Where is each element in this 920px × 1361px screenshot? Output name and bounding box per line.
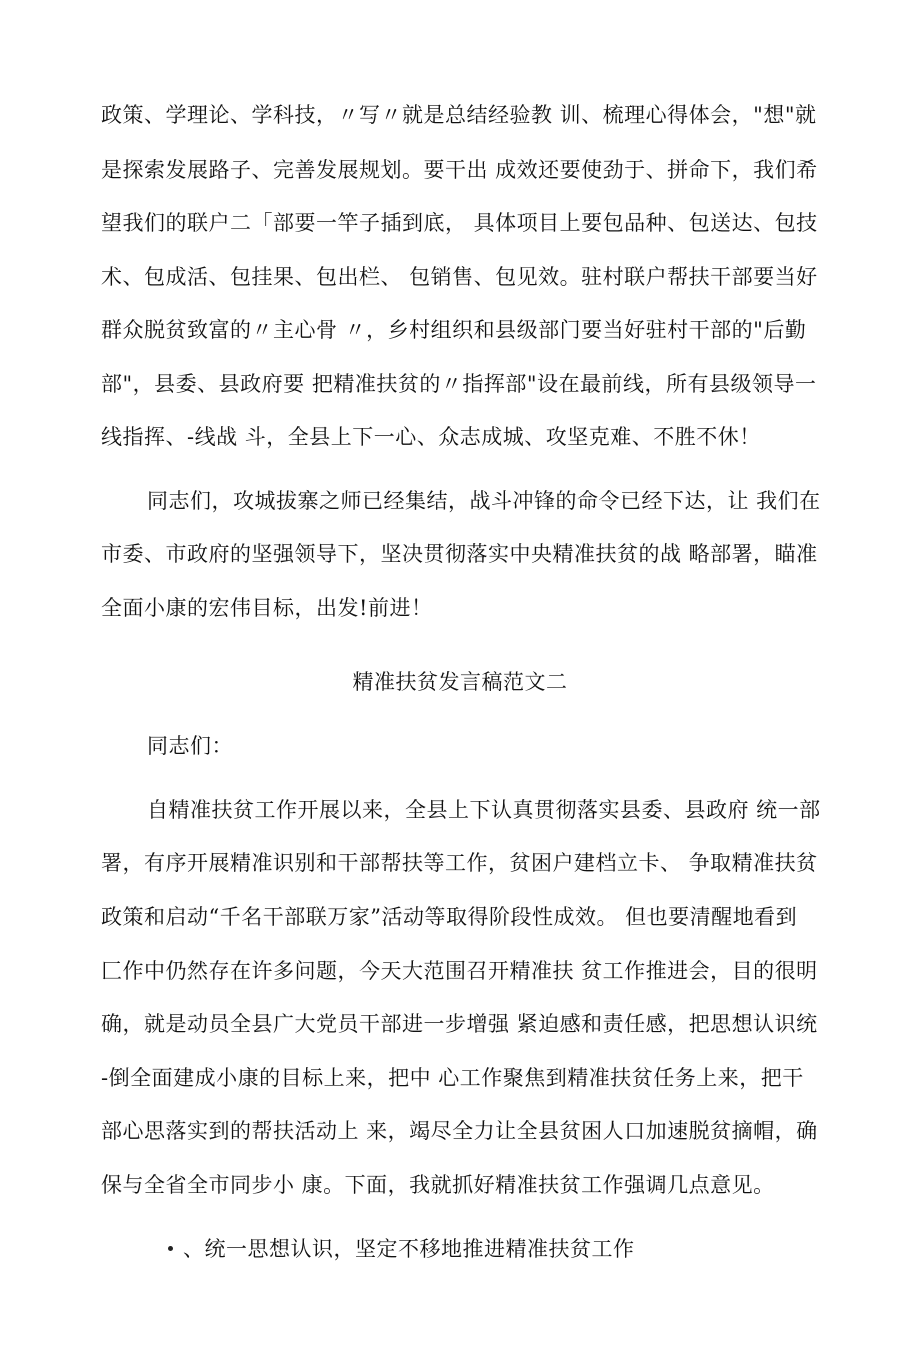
paragraph-3-line-3: 政策和启动“千名干部联万家”活动等取得阶段性成效。 但也要清醒地看到 [101, 905, 798, 929]
section-title: 精准扶贫发言稿范文二 [352, 670, 568, 694]
paragraph-1-line-6: 部"，县委、县政府要 把精准扶贫的〃指挥部"设在最前线，所有县级领导一 [101, 372, 817, 396]
paragraph-3-line-7: 部心思落实到的帮扶活动上 来，竭尽全力让全县贫困人口加速脱贫摘帽，确 [101, 1119, 818, 1143]
paragraph-3-line-6: -倒全面建成小康的目标上来，把中 心工作聚焦到精准扶贫任务上来，把干 [101, 1066, 804, 1090]
paragraph-3-line-4: 匚作中仍然存在许多问题，今天大范围召开精准扶 贫工作推进会，目的很明 [101, 959, 818, 983]
paragraph-1-line-7: 线指挥、-线战 斗，全县上下一心、众志成城、攻坚克难、不胜不休！ [101, 425, 761, 449]
salutation: 同志们： [147, 734, 233, 758]
paragraph-3-line-1: 自精准扶贫工作开展以来，全县上下认真贯彻落实县委、县政府 统一部 [147, 798, 821, 822]
paragraph-2-line-1: 同志们，攻城拔寨之师已经集结，战斗冲锋的命令已经下达，让 我们在 [147, 489, 821, 513]
paragraph-3-line-5: 确，就是动员全县广大党员干部进一步增强 紧迫感和责任感，把思想认识统 [101, 1012, 818, 1036]
paragraph-1-line-2: 是探索发展路子、完善发展规划。要干出 成效还要使劲于、拼命下，我们希 [101, 158, 818, 182]
paragraph-2-line-3: 全面小康的宏伟目标，出发!前进！ [101, 596, 433, 620]
paragraph-1-line-5: 群众脱贫致富的〃主心骨 〃，乡村组织和县级部门要当好驻村干部的"后勤 [101, 318, 807, 342]
paragraph-3-line-8: 保与全省全市同步小 康。下面，我就抓好精准扶贫工作强调几点意见。 [101, 1173, 775, 1197]
paragraph-1-line-1: 政策、学理论、学科技，〃写〃就是总结经验教 训、梳理心得体会，"想"就 [101, 103, 817, 127]
paragraph-2-line-2: 市委、市政府的坚强领导下，坚决贯彻落实中央精准扶贫的战 略部署，瞄准 [101, 542, 818, 566]
heading-1-text: 、统一思想认识，坚定不移地推进精准扶贫工作 [183, 1237, 635, 1261]
paragraph-3-line-2: 署，有序开展精准识别和干部帮扶等工作，贫困户建档立卡、 争取精准扶贫 [101, 851, 818, 875]
paragraph-1-line-4: 术、包成活、包挂果、包出栏、 包销售、包见效。驻村联户帮扶干部要当好 [101, 265, 818, 289]
bullet-icon [168, 1246, 173, 1251]
paragraph-1-line-3: 望我们的联户二「部要一竿子插到底， 具体项目上要包品种、包送达、包技 [101, 211, 818, 235]
heading-1 [168, 1234, 635, 1264]
